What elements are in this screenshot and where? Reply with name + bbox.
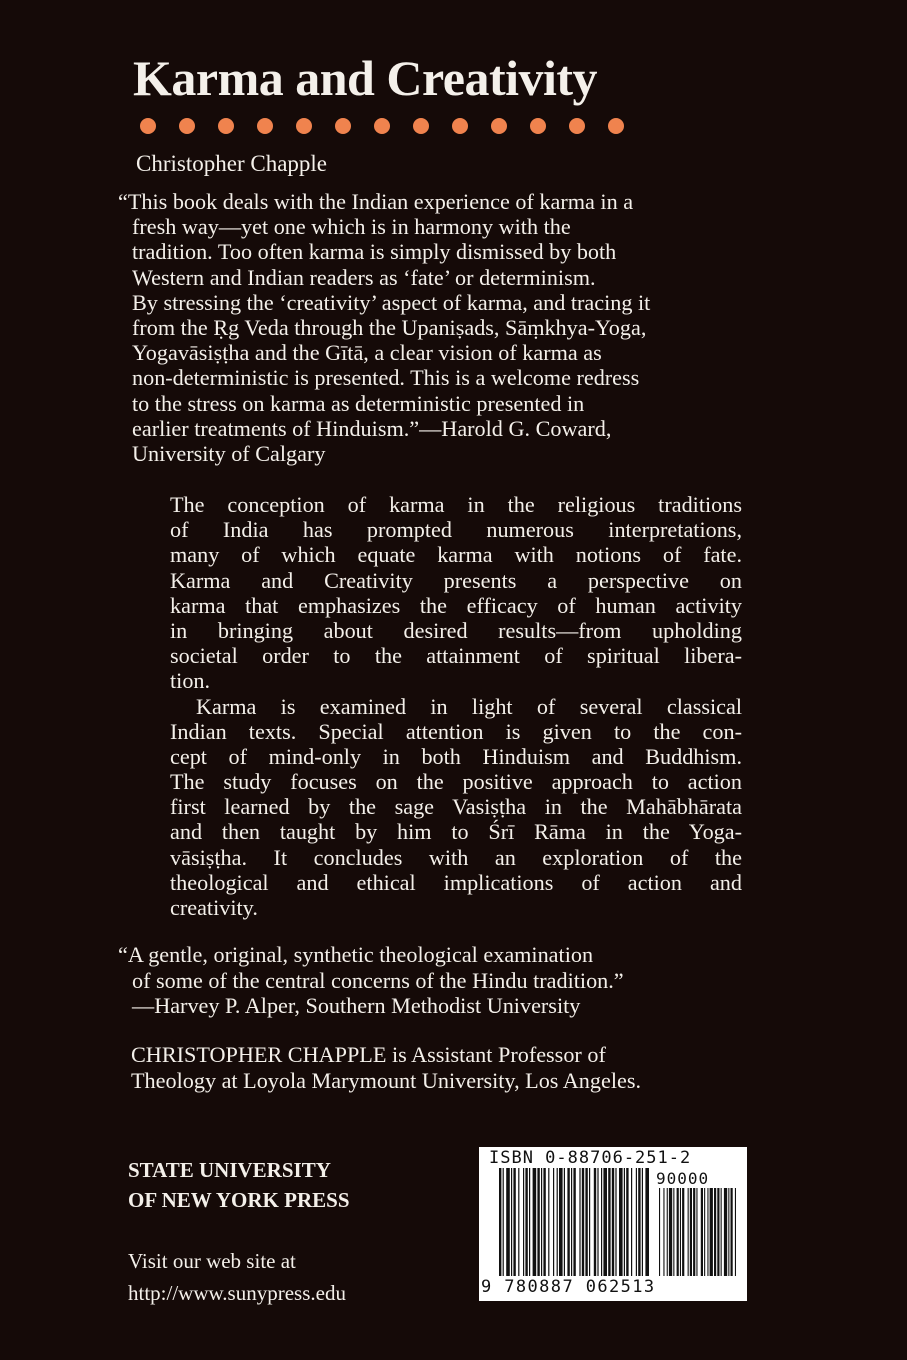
decorative-dot-row [140, 118, 624, 134]
quote-line: from the Ṛg Veda through the Upaniṣads, Sāṃkhya-Yoga, [132, 315, 647, 341]
description-line: karma that emphasizes the efficacy of human activity [170, 592, 742, 618]
description-line: in bringing about desired results—from upholding [170, 617, 742, 643]
decorative-dot [608, 118, 624, 134]
isbn-barcode [479, 1147, 747, 1301]
quote-line: “A gentle, original, synthetic theological examination [118, 942, 594, 967]
decorative-dot [452, 118, 468, 134]
quote-line: —Harvey P. Alper, Southern Methodist University [132, 993, 581, 1018]
description-line: tion. [170, 668, 211, 694]
description-line: The conception of karma in the religious traditions [170, 492, 742, 517]
description-line: Indian texts. Special attention is given to the con- [170, 718, 742, 744]
description-line: societal order to the attainment of spiritual libera- [170, 643, 742, 669]
website-note [128, 1245, 346, 1309]
decorative-dot [569, 118, 585, 134]
quote-line: earlier treatments of Hinduism.”—Harold G. Coward, [132, 415, 612, 441]
website-url: http://www.sunypress.edu [128, 1281, 346, 1305]
decorative-dot [530, 118, 546, 134]
author-name: Christopher Chapple [136, 151, 327, 176]
decorative-dot [413, 118, 429, 134]
endorsement-quote-alper [118, 942, 758, 1019]
description-line: many of which equate karma with notions of fate. [170, 542, 742, 568]
decorative-dot [179, 118, 195, 134]
quote-line: By stressing the ‘creativity’ aspect of karma, and tracing it [132, 289, 651, 315]
bio-line: Theology at Loyola Marymount University, Los Angeles. [131, 1067, 642, 1093]
isbn-number: ISBN 0-88706-251-2 [489, 1148, 692, 1168]
description-line: and then taught by him to Śrī Rāma in the Yoga- [170, 819, 742, 845]
endorsement-quote-coward [118, 189, 758, 466]
description-line: cept of mind-only in both Hinduism and Buddhism. [170, 743, 742, 769]
website-label: Visit our web site at [128, 1249, 296, 1273]
decorative-dot [296, 118, 312, 134]
decorative-dot [374, 118, 390, 134]
description-line: Karma is examined in light of several classical [196, 693, 742, 719]
publisher-name [128, 1155, 350, 1215]
bio-line: CHRISTOPHER CHAPPLE is Assistant Professor of [131, 1042, 606, 1067]
author-bio [131, 1042, 771, 1093]
quote-line: “This book deals with the Indian experience of karma in a [118, 189, 634, 214]
quote-line: Yogavāsiṣṭha and the Gītā, a clear vision of karma as [132, 340, 602, 366]
price-code: 90000 [656, 1169, 710, 1188]
description-line: creativity. [170, 895, 258, 920]
publisher-line: STATE UNIVERSITY [128, 1158, 331, 1182]
book-description [170, 492, 742, 920]
book-title: Karma and Creativity [133, 50, 598, 106]
quote-line: non-deterministic is presented. This is a welcome redress [132, 365, 640, 391]
description-line: vāsiṣṭha. It concludes with an exploration of the [170, 844, 742, 870]
decorative-dot [218, 118, 234, 134]
publisher-line: OF NEW YORK PRESS [128, 1188, 350, 1212]
description-line: Karma and Creativity presents a perspective on [170, 567, 742, 593]
description-line: first learned by the sage Vasiṣṭha in the Mahābhārata [170, 794, 742, 820]
description-line: theological and ethical implications of action and [170, 869, 742, 895]
quote-line: to the stress on karma as deterministic presented in [132, 390, 585, 416]
quote-line: University of Calgary [132, 441, 326, 467]
quote-line: of some of the central concerns of the Hindu tradition.” [132, 967, 624, 993]
decorative-dot [491, 118, 507, 134]
quote-line: fresh way—yet one which is in harmony with the [132, 214, 571, 240]
decorative-dot [257, 118, 273, 134]
ean-number: 9 780887 062513 [481, 1277, 656, 1297]
description-line: of India has prompted numerous interpretations, [170, 517, 742, 543]
decorative-dot [335, 118, 351, 134]
quote-line: tradition. Too often karma is simply dismissed by both [132, 239, 617, 265]
description-line: The study focuses on the positive approach to action [170, 769, 742, 795]
quote-line: Western and Indian readers as ‘fate’ or determinism. [132, 264, 596, 290]
decorative-dot [140, 118, 156, 134]
